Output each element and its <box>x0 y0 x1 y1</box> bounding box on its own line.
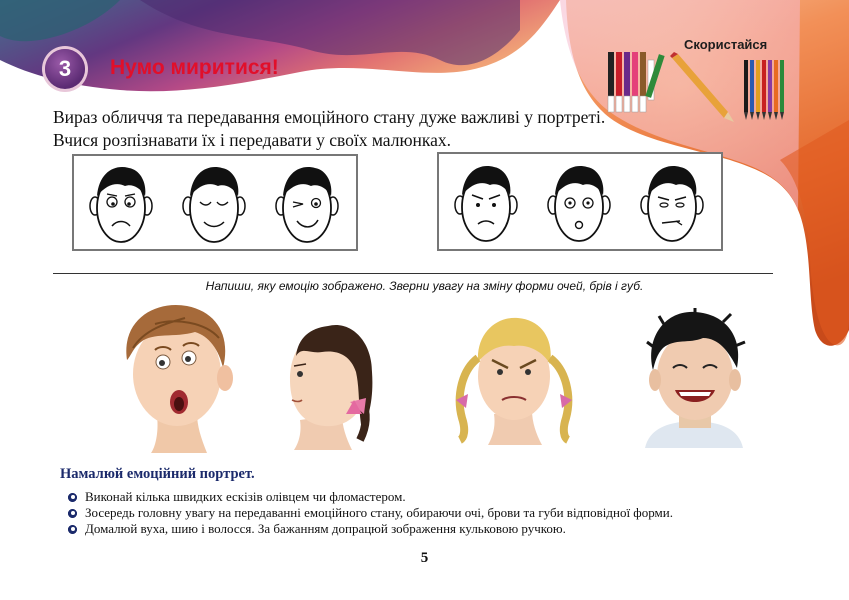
list-item <box>68 521 673 537</box>
list-item <box>68 505 673 521</box>
angry-face-sketch <box>455 166 517 241</box>
drawing-tools-illustration <box>600 48 800 126</box>
bullet-icon <box>68 509 77 518</box>
girl-in-profile-portrait <box>270 310 380 450</box>
lesson-title: Нумо миритися! <box>110 56 279 79</box>
bullet-icon <box>68 525 77 534</box>
face-sketches-right <box>437 152 723 251</box>
page-number: 5 <box>420 550 429 566</box>
intro-text <box>53 106 605 152</box>
task-title: Намалюй емоційний портрет. <box>60 466 255 482</box>
face-sketch-row <box>439 154 721 249</box>
hint-label: Скористайся <box>684 37 768 52</box>
face-sketches-left <box>72 154 358 251</box>
sleepy-face-sketch <box>183 167 245 242</box>
laughing-boy-portrait <box>635 308 750 448</box>
task-step-text: Виконай кілька швидких ескізів олівцем чи фломастером. <box>85 489 406 504</box>
felt-tip-markers-icon <box>608 52 665 112</box>
sad-face-sketch <box>90 167 152 242</box>
winking-face-sketch <box>276 167 338 242</box>
lesson-number-badge: 3 <box>45 49 85 89</box>
colored-pencils-icon <box>744 60 784 120</box>
surprised-face-sketch <box>548 166 610 241</box>
pencil-icon <box>670 52 734 122</box>
surprised-boy-portrait <box>115 298 235 453</box>
bullet-icon <box>68 493 77 502</box>
intro-line-2: Вчися розпізнавати їх і передавати у своїх малюнках. <box>53 130 452 150</box>
task-steps-list <box>68 489 673 537</box>
instruction-caption: Напиши, яку емоцію зображено. Зверни увагу на зміну форми очей, брів і губ. <box>205 279 644 293</box>
intro-line-1: Вираз обличчя та передавання емоційного стану дуже важливі у портреті. <box>53 107 606 127</box>
answer-writing-line <box>53 273 773 274</box>
angry-girl-with-braids-portrait <box>452 310 577 445</box>
face-sketch-row <box>74 156 356 249</box>
task-step-text: Домалюй вуха, шию і волосся. За бажанням допрацюй зображення кульковою ручкою. <box>85 521 566 536</box>
smirking-face-sketch <box>641 166 703 241</box>
list-item <box>68 489 673 505</box>
task-step-text: Зосередь головну увагу на передаванні емоційного стану, обираючи очі, брови та губи відповідної форми. <box>85 505 673 520</box>
